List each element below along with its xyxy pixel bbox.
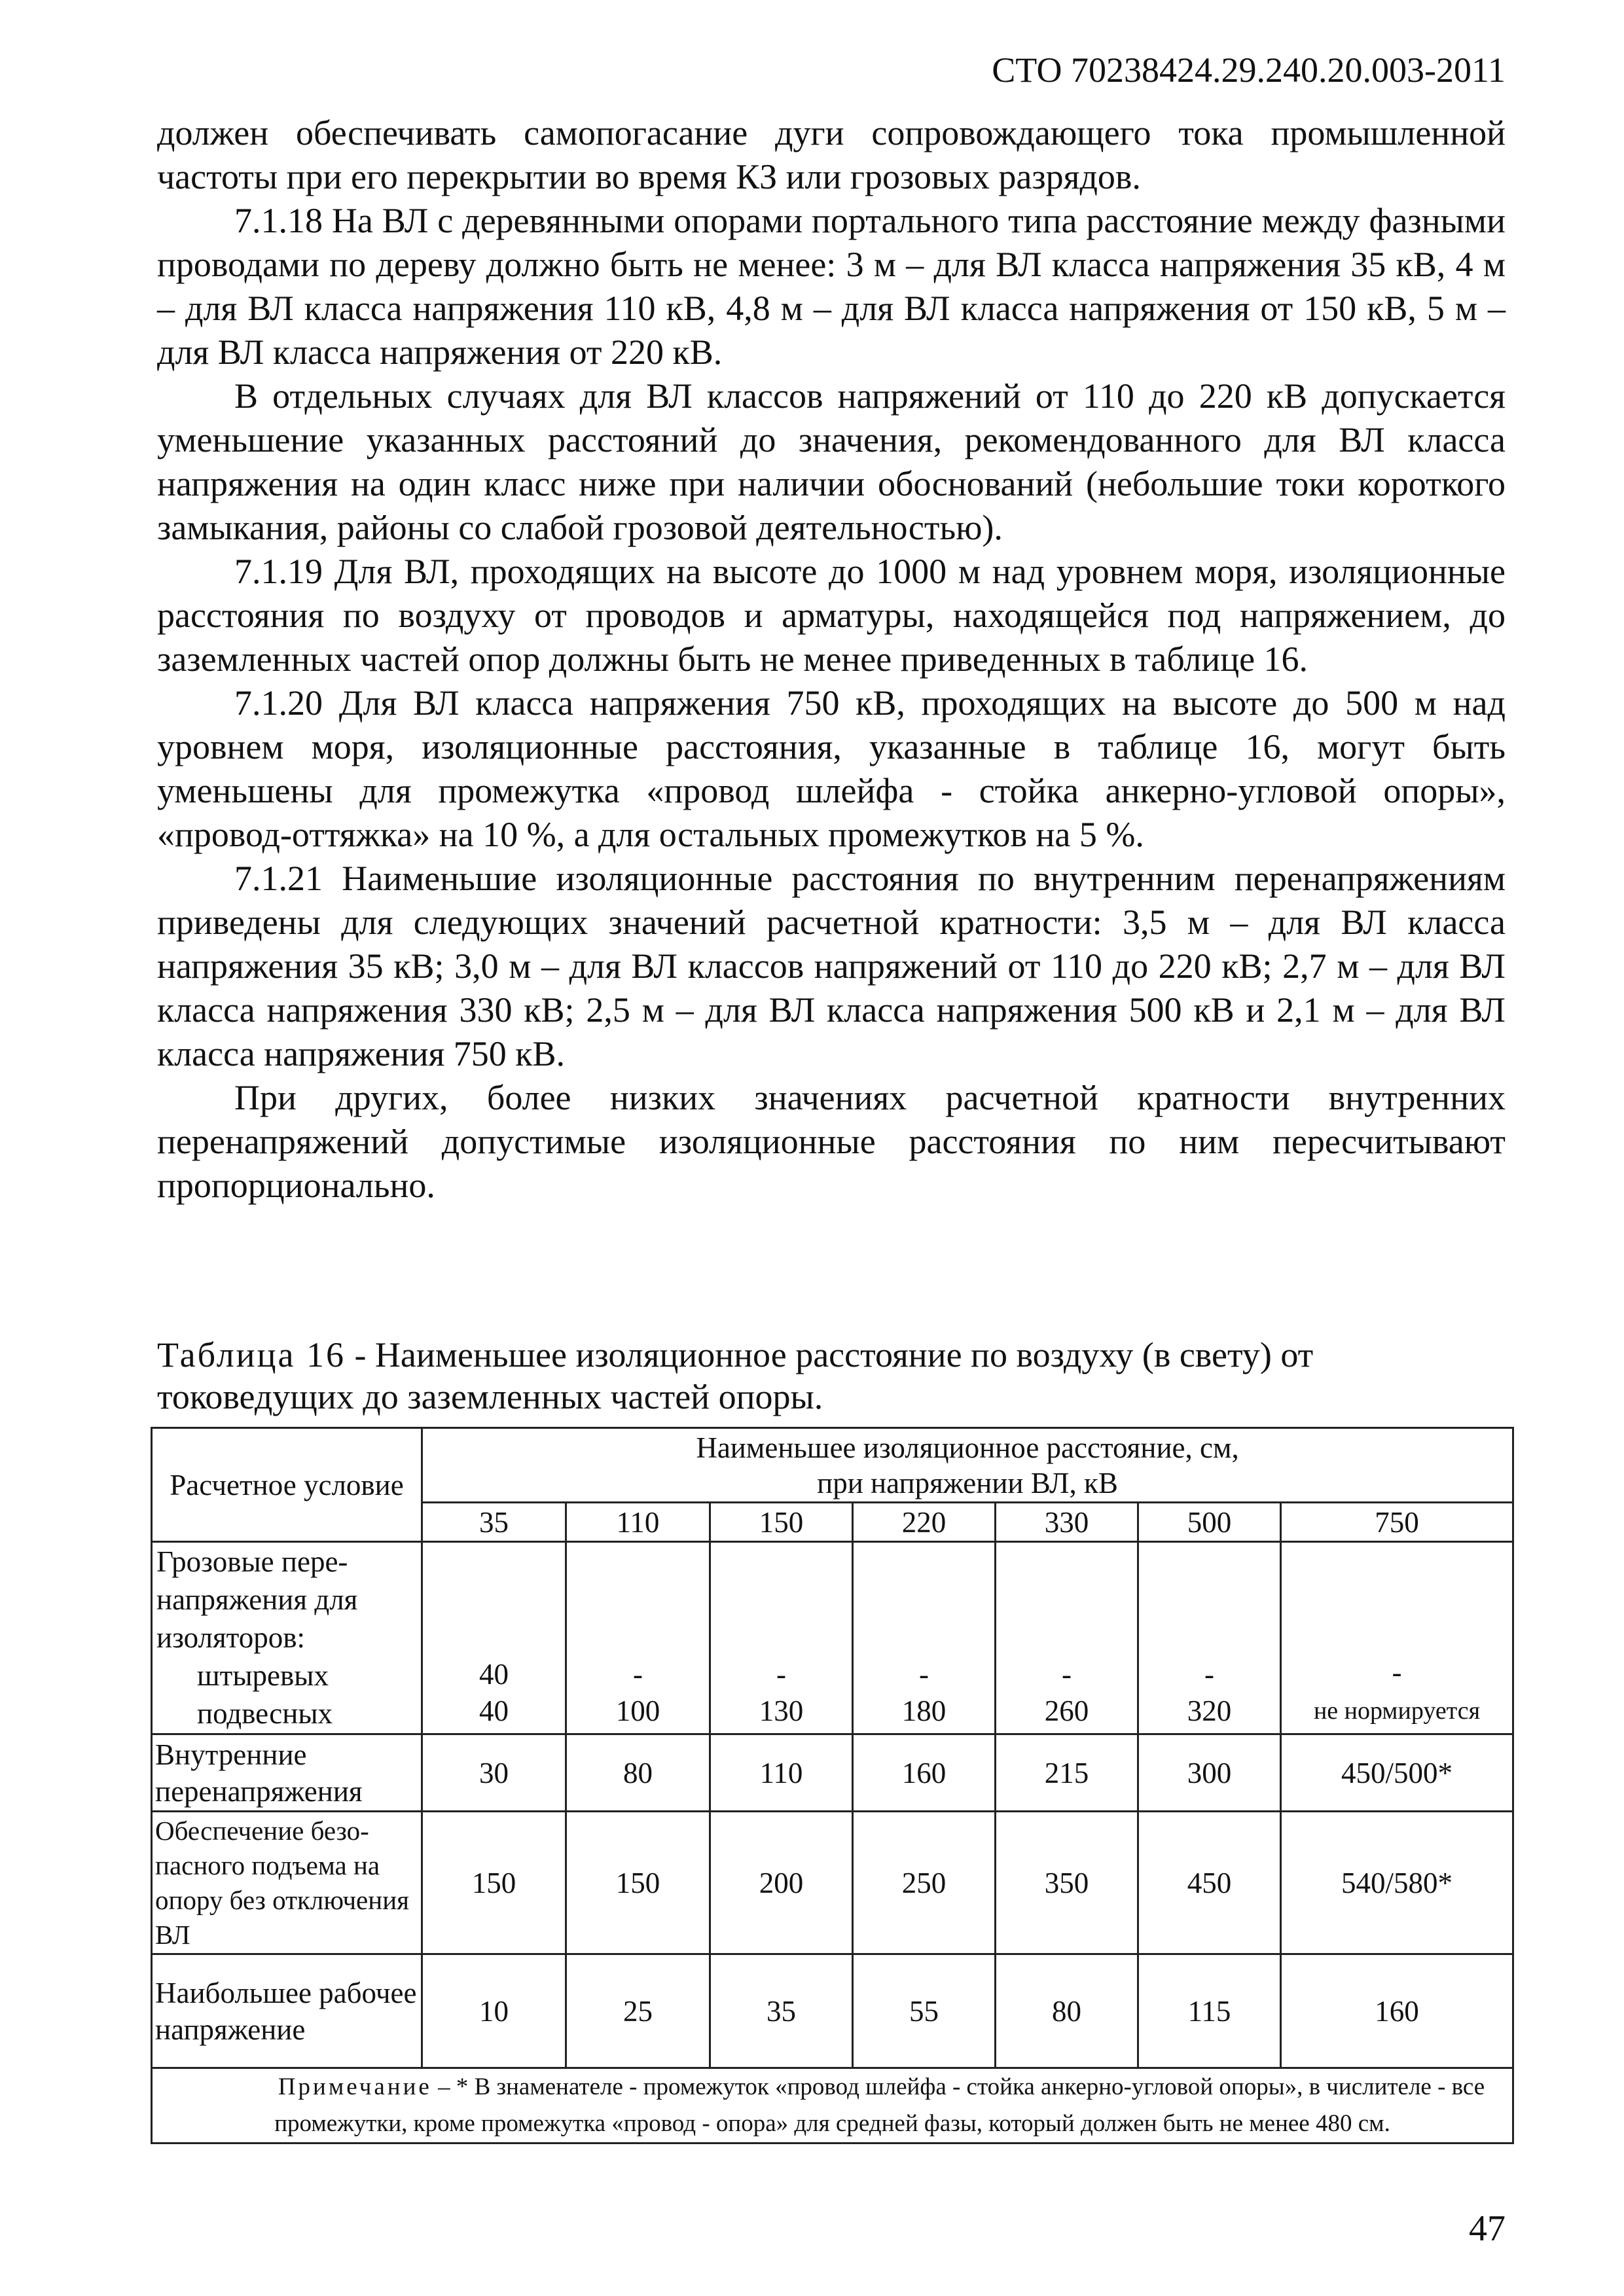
paragraph: 7.1.18 На ВЛ с деревянными опорами портального типа расстояние между фазными проводами по дереву должно быть не менее: 3 м – для ВЛ класса напряжения 35 кВ, 4 м – для ВЛ класса напряжения 110 кВ, 4,8 м – для ВЛ класса напряжения от 150 кВ, 5 м – для ВЛ класса напряжения от 220 кВ.	[157, 201, 1506, 372]
cell-suspension: 100	[615, 1695, 660, 1727]
cell-suspension: 320	[1187, 1695, 1232, 1727]
cell-pin: -	[633, 1658, 643, 1691]
table-cell: 110	[710, 1734, 853, 1812]
paragraph: 7.1.20 Для ВЛ класса напряжения 750 кВ, проходящих на высоте до 500 м над уровнем моря, изоляционные расстояния, указанные в таблице 16, могут быть уменьшены для промежутка «провод шлейфа - стойка анкерно-угловой опоры», «провод-оттяжка» на 10 %, а для остальных промежутков на 5 %.	[157, 683, 1506, 854]
row-label-line: Грозовые пере-	[156, 1545, 348, 1578]
distance-header-line-1: Наименьшее изоляционное расстояние, см,	[696, 1431, 1239, 1464]
table-cell: 25	[566, 1954, 710, 2068]
voltage-header: 750	[1281, 1503, 1513, 1542]
table-cell	[996, 1542, 1138, 1734]
table-cell: 150	[422, 1812, 566, 1954]
cell-suspension: 130	[759, 1695, 804, 1727]
cell-suspension: 260	[1044, 1695, 1089, 1727]
table-caption-label: Таблица 16	[157, 1335, 346, 1374]
table-cell: 300	[1138, 1734, 1281, 1812]
table-cell	[710, 1542, 853, 1734]
table-cell	[566, 1542, 710, 1734]
voltage-header: 35	[422, 1503, 566, 1542]
table-cell: 80	[996, 1954, 1138, 2068]
table-note	[152, 2068, 1513, 2144]
page-number: 47	[1469, 2208, 1506, 2249]
paragraph: 7.1.21 Наименьшие изоляционные расстояния по внутренним перенапряжениям приведены для следующих значений расчетной кратности: 3,5 м – для ВЛ класса напряжения 35 кВ; 3,0 м – для ВЛ классов напряжений от 110 до 220 кВ; 2,7 м – для ВЛ класса напряжения 330 кВ; 2,5 м – для ВЛ класса напряжения 500 кВ и 2,1 м – для ВЛ класса напряжения 750 кВ.	[157, 859, 1506, 1073]
paragraph: должен обеспечивать самопогасание дуги сопровождающего тока промышленной частоты при его перекрытии во время КЗ или грозовых разрядов.	[157, 113, 1506, 196]
table-cell: 115	[1138, 1954, 1281, 2068]
table-cell	[1281, 1542, 1513, 1734]
table-cell	[422, 1542, 566, 1734]
table-cell: 80	[566, 1734, 710, 1812]
row-label-line: напряжения для	[156, 1583, 358, 1616]
table-cell: 10	[422, 1954, 566, 2068]
table-row	[152, 1954, 1513, 2068]
table-cell	[853, 1542, 996, 1734]
condition-header: Расчетное условие	[152, 1428, 422, 1542]
table-cell: 30	[422, 1734, 566, 1812]
cell-suspension: не нормируется	[1313, 1697, 1481, 1725]
table-row	[152, 1734, 1513, 1812]
table-row	[152, 1542, 1513, 1734]
table-cell	[1138, 1542, 1281, 1734]
cell-pin: -	[1392, 1656, 1402, 1689]
row-label-line: изоляторов:	[156, 1621, 305, 1654]
cell-pin: -	[1062, 1658, 1072, 1691]
table-cell: 450	[1138, 1812, 1281, 1954]
voltage-header: 500	[1138, 1503, 1281, 1542]
paragraph: При других, более низких значениях расчетной кратности внутренних перенапряжений допустимые изоляционные расстояния по ним пересчитывают пропорционально.	[157, 1078, 1506, 1205]
row-label-max-voltage: Наибольшее рабочее напряжение	[152, 1954, 422, 2068]
cell-pin: -	[919, 1658, 929, 1691]
paragraph: 7.1.19 Для ВЛ, проходящих на высоте до 1000 м над уровнем моря, изоляционные расстояния по воздуху от проводов и арматуры, находящейся под напряжением, до заземленных частей опор должны быть не менее приведенных в таблице 16.	[157, 552, 1506, 679]
table-cell: 160	[1281, 1954, 1513, 2068]
voltage-header: 330	[996, 1503, 1138, 1542]
document-code: СТО 70238424.29.240.20.003-2011	[992, 50, 1506, 90]
cell-pin: -	[776, 1658, 786, 1691]
cell-suspension: 180	[901, 1695, 947, 1727]
insulation-distance-table	[151, 1427, 1514, 2144]
table-cell: 55	[853, 1954, 996, 2068]
distance-header-line-2: при напряжении ВЛ, кВ	[817, 1466, 1118, 1499]
table-cell: 200	[710, 1812, 853, 1954]
cell-pin: 40	[479, 1658, 509, 1691]
row-sublabel-suspension: подвесных	[197, 1697, 333, 1730]
voltage-header: 110	[566, 1503, 710, 1542]
distance-header	[422, 1428, 1513, 1503]
table-row	[152, 1812, 1513, 1954]
table-caption-text: - Наименьшее изоляционное расстояние по воздуху (в свету) от токоведущих до заземленных частей опоры.	[157, 1335, 1314, 1416]
table-cell: 160	[853, 1734, 996, 1812]
row-label-safe-climb: Обеспечение безо-пасного подъема на опору без отключения ВЛ	[152, 1812, 422, 1954]
paragraph: В отдельных случаях для ВЛ классов напряжений от 110 до 220 кВ допускается уменьшение указанных расстояний до значения, рекомендованного для ВЛ класса напряжения на один класс ниже при наличии обоснований (небольшие токи короткого замыкания, районы со слабой грозовой деятельностью).	[157, 376, 1506, 547]
table-cell: 150	[566, 1812, 710, 1954]
table-cell: 250	[853, 1812, 996, 1954]
body-text	[157, 111, 1506, 1208]
cell-pin: -	[1204, 1658, 1214, 1691]
row-sublabel-pin: штыревых	[197, 1659, 329, 1692]
cell-suspension: 40	[479, 1695, 509, 1727]
row-label-lightning	[152, 1542, 422, 1734]
table-cell: 215	[996, 1734, 1138, 1812]
table-caption	[157, 1334, 1506, 1418]
voltage-header: 220	[853, 1503, 996, 1542]
table-note-row	[152, 2068, 1513, 2144]
note-text: – * В знаменателе - промежуток «провод шлейфа - стойка анкерно-угловой опоры», в числителе - все промежутки, кроме промежутка «провод - опора» для средней фазы, который должен быть не менее 480 см.	[274, 2073, 1485, 2137]
table-cell: 450/500*	[1281, 1734, 1513, 1812]
table-cell: 540/580*	[1281, 1812, 1513, 1954]
table-cell: 350	[996, 1812, 1138, 1954]
note-label: Примечание	[278, 2073, 432, 2100]
row-label-internal: Внутренние перенапряжения	[152, 1734, 422, 1812]
voltage-header: 150	[710, 1503, 853, 1542]
table-cell: 35	[710, 1954, 853, 2068]
